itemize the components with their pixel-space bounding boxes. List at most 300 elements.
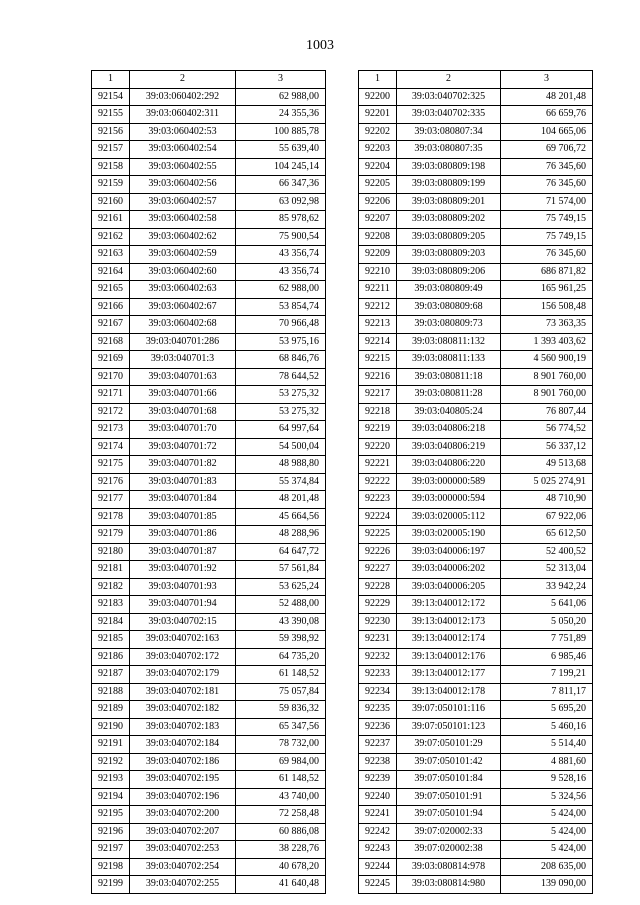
table-row [92, 281, 326, 299]
table-row [92, 106, 326, 124]
value-cell: 61 148,52 [236, 771, 326, 789]
value-cell: 56 337,12 [501, 438, 593, 456]
table-row [92, 351, 326, 369]
cadastral-number-cell: 39:03:040701:3 [130, 351, 236, 369]
table-row [92, 333, 326, 351]
row-number-cell: 92154 [92, 88, 130, 106]
table-row [92, 613, 326, 631]
row-number-cell: 92244 [359, 858, 397, 876]
value-cell: 53 275,32 [236, 386, 326, 404]
cadastral-number-cell: 39:03:040701:93 [130, 578, 236, 596]
row-number-cell: 92242 [359, 823, 397, 841]
value-cell: 45 664,56 [236, 508, 326, 526]
cadastral-number-cell: 39:03:080809:198 [397, 158, 501, 176]
table-row [359, 158, 593, 176]
table-row [92, 473, 326, 491]
table-row [359, 141, 593, 159]
value-cell: 53 854,74 [236, 298, 326, 316]
cadastral-number-cell: 39:13:040012:172 [397, 596, 501, 614]
value-cell: 5 641,06 [501, 596, 593, 614]
value-cell: 73 363,35 [501, 316, 593, 334]
cadastral-number-cell: 39:03:060402:58 [130, 211, 236, 229]
table-row [92, 246, 326, 264]
table-row [92, 211, 326, 229]
cadastral-number-cell: 39:03:060402:292 [130, 88, 236, 106]
table-row [359, 578, 593, 596]
cadastral-number-cell: 39:03:040701:83 [130, 473, 236, 491]
row-number-cell: 92208 [359, 228, 397, 246]
table-row [359, 123, 593, 141]
cadastral-number-cell: 39:03:060402:54 [130, 141, 236, 159]
table-row [359, 193, 593, 211]
value-cell: 78 644,52 [236, 368, 326, 386]
table-row [92, 298, 326, 316]
row-number-cell: 92204 [359, 158, 397, 176]
row-number-cell: 92196 [92, 823, 130, 841]
row-number-cell: 92157 [92, 141, 130, 159]
row-number-cell: 92215 [359, 351, 397, 369]
value-cell: 60 886,08 [236, 823, 326, 841]
table-row [92, 596, 326, 614]
value-cell: 75 900,54 [236, 228, 326, 246]
row-number-cell: 92173 [92, 421, 130, 439]
table-row [359, 421, 593, 439]
row-number-cell: 92218 [359, 403, 397, 421]
row-number-cell: 92162 [92, 228, 130, 246]
value-cell: 52 488,00 [236, 596, 326, 614]
table-row [92, 228, 326, 246]
row-number-cell: 92158 [92, 158, 130, 176]
row-number-cell: 92228 [359, 578, 397, 596]
row-number-cell: 92207 [359, 211, 397, 229]
row-number-cell: 92234 [359, 683, 397, 701]
value-cell: 55 639,40 [236, 141, 326, 159]
row-number-cell: 92192 [92, 753, 130, 771]
table-row [359, 456, 593, 474]
cadastral-number-cell: 39:03:040702:200 [130, 806, 236, 824]
value-cell: 4 560 900,19 [501, 351, 593, 369]
table-row [359, 526, 593, 544]
value-cell: 69 984,00 [236, 753, 326, 771]
row-number-cell: 92189 [92, 701, 130, 719]
row-number-cell: 92220 [359, 438, 397, 456]
table-row [92, 823, 326, 841]
cadastral-number-cell: 39:03:040702:183 [130, 718, 236, 736]
table-row [359, 508, 593, 526]
row-number-cell: 92199 [92, 876, 130, 894]
value-cell: 139 090,00 [501, 876, 593, 894]
value-cell: 43 390,08 [236, 613, 326, 631]
table-row [359, 701, 593, 719]
row-number-cell: 92227 [359, 561, 397, 579]
cadastral-number-cell: 39:03:040701:82 [130, 456, 236, 474]
row-number-cell: 92165 [92, 281, 130, 299]
cadastral-number-cell: 39:03:020005:112 [397, 508, 501, 526]
table-row [92, 666, 326, 684]
value-cell: 54 500,04 [236, 438, 326, 456]
value-cell: 48 288,96 [236, 526, 326, 544]
table-row [92, 718, 326, 736]
table-row [359, 228, 593, 246]
column-header-number: 1 [92, 71, 130, 89]
table-row [92, 456, 326, 474]
row-number-cell: 92172 [92, 403, 130, 421]
table-row [92, 141, 326, 159]
value-cell: 64 997,64 [236, 421, 326, 439]
cadastral-number-cell: 39:03:040701:87 [130, 543, 236, 561]
value-cell: 9 528,16 [501, 771, 593, 789]
table-row [359, 263, 593, 281]
row-number-cell: 92241 [359, 806, 397, 824]
value-cell: 76 807,44 [501, 403, 593, 421]
row-number-cell: 92194 [92, 788, 130, 806]
row-number-cell: 92169 [92, 351, 130, 369]
cadastral-number-cell: 39:03:040701:84 [130, 491, 236, 509]
table-row [359, 543, 593, 561]
cadastral-number-cell: 39:03:040006:202 [397, 561, 501, 579]
value-cell: 5 460,16 [501, 718, 593, 736]
cadastral-number-cell: 39:03:060402:68 [130, 316, 236, 334]
value-cell: 70 966,48 [236, 316, 326, 334]
value-cell: 7 751,89 [501, 631, 593, 649]
cadastral-number-cell: 39:03:080809:68 [397, 298, 501, 316]
row-number-cell: 92243 [359, 841, 397, 859]
table-row [359, 106, 593, 124]
table-row [359, 631, 593, 649]
row-number-cell: 92201 [359, 106, 397, 124]
value-cell: 104 665,06 [501, 123, 593, 141]
value-cell: 100 885,78 [236, 123, 326, 141]
registry-table-left [91, 70, 326, 894]
cadastral-number-cell: 39:03:040701:92 [130, 561, 236, 579]
value-cell: 75 749,15 [501, 211, 593, 229]
row-number-cell: 92156 [92, 123, 130, 141]
cadastral-number-cell: 39:03:020005:190 [397, 526, 501, 544]
table-row [92, 421, 326, 439]
cadastral-number-cell: 39:03:000000:589 [397, 473, 501, 491]
value-cell: 5 514,40 [501, 736, 593, 754]
table-row [92, 788, 326, 806]
value-cell: 7 199,21 [501, 666, 593, 684]
table-row [92, 753, 326, 771]
cadastral-number-cell: 39:03:080811:18 [397, 368, 501, 386]
cadastral-number-cell: 39:03:060402:56 [130, 176, 236, 194]
cadastral-number-cell: 39:03:040702:325 [397, 88, 501, 106]
row-number-cell: 92190 [92, 718, 130, 736]
value-cell: 8 901 760,00 [501, 368, 593, 386]
cadastral-number-cell: 39:07:020002:38 [397, 841, 501, 859]
row-number-cell: 92213 [359, 316, 397, 334]
value-cell: 8 901 760,00 [501, 386, 593, 404]
cadastral-number-cell: 39:03:040702:207 [130, 823, 236, 841]
table-row [92, 683, 326, 701]
value-cell: 6 985,46 [501, 648, 593, 666]
row-number-cell: 92178 [92, 508, 130, 526]
row-number-cell: 92159 [92, 176, 130, 194]
row-number-cell: 92174 [92, 438, 130, 456]
row-number-cell: 92187 [92, 666, 130, 684]
row-number-cell: 92155 [92, 106, 130, 124]
value-cell: 75 057,84 [236, 683, 326, 701]
cadastral-number-cell: 39:03:040805:24 [397, 403, 501, 421]
cadastral-number-cell: 39:03:040701:286 [130, 333, 236, 351]
table-row [359, 596, 593, 614]
row-number-cell: 92177 [92, 491, 130, 509]
table-row [359, 88, 593, 106]
cadastral-number-cell: 39:03:040702:181 [130, 683, 236, 701]
table-row [92, 876, 326, 894]
cadastral-number-cell: 39:03:040702:184 [130, 736, 236, 754]
value-cell: 67 922,06 [501, 508, 593, 526]
row-number-cell: 92214 [359, 333, 397, 351]
cadastral-number-cell: 39:03:080809:201 [397, 193, 501, 211]
value-cell: 52 313,04 [501, 561, 593, 579]
value-cell: 33 942,24 [501, 578, 593, 596]
row-number-cell: 92161 [92, 211, 130, 229]
row-number-cell: 92185 [92, 631, 130, 649]
value-cell: 5 424,00 [501, 823, 593, 841]
cadastral-number-cell: 39:03:040702:179 [130, 666, 236, 684]
cadastral-number-cell: 39:03:040702:163 [130, 631, 236, 649]
table-row [92, 123, 326, 141]
cadastral-number-cell: 39:03:080809:199 [397, 176, 501, 194]
table-row [359, 666, 593, 684]
value-cell: 43 740,00 [236, 788, 326, 806]
value-cell: 43 356,74 [236, 263, 326, 281]
table-row [92, 648, 326, 666]
table-row [92, 736, 326, 754]
column-header-value: 3 [501, 71, 593, 89]
table-row [92, 806, 326, 824]
cadastral-number-cell: 39:03:040702:254 [130, 858, 236, 876]
table-row [92, 858, 326, 876]
cadastral-number-cell: 39:13:040012:177 [397, 666, 501, 684]
value-cell: 72 258,48 [236, 806, 326, 824]
table-row [359, 176, 593, 194]
row-number-cell: 92219 [359, 421, 397, 439]
table-row [92, 403, 326, 421]
row-number-cell: 92188 [92, 683, 130, 701]
cadastral-number-cell: 39:03:080811:133 [397, 351, 501, 369]
value-cell: 76 345,60 [501, 176, 593, 194]
value-cell: 52 400,52 [501, 543, 593, 561]
cadastral-number-cell: 39:03:040702:253 [130, 841, 236, 859]
table-row [92, 88, 326, 106]
value-cell: 53 975,16 [236, 333, 326, 351]
value-cell: 62 988,00 [236, 88, 326, 106]
row-number-cell: 92231 [359, 631, 397, 649]
cadastral-number-cell: 39:07:050101:116 [397, 701, 501, 719]
value-cell: 38 228,76 [236, 841, 326, 859]
cadastral-number-cell: 39:03:040701:85 [130, 508, 236, 526]
row-number-cell: 92180 [92, 543, 130, 561]
table-row [92, 491, 326, 509]
table-row [359, 561, 593, 579]
value-cell: 53 275,32 [236, 403, 326, 421]
table-header-row [359, 71, 593, 89]
row-number-cell: 92235 [359, 701, 397, 719]
value-cell: 49 513,68 [501, 456, 593, 474]
table-row [359, 736, 593, 754]
cadastral-number-cell: 39:07:050101:91 [397, 788, 501, 806]
value-cell: 64 735,20 [236, 648, 326, 666]
cadastral-number-cell: 39:03:060402:63 [130, 281, 236, 299]
row-number-cell: 92212 [359, 298, 397, 316]
value-cell: 43 356,74 [236, 246, 326, 264]
value-cell: 5 424,00 [501, 806, 593, 824]
table-row [92, 316, 326, 334]
table-row [92, 386, 326, 404]
row-number-cell: 92179 [92, 526, 130, 544]
row-number-cell: 92239 [359, 771, 397, 789]
table-row [92, 368, 326, 386]
value-cell: 686 871,82 [501, 263, 593, 281]
table-row [92, 841, 326, 859]
row-number-cell: 92182 [92, 578, 130, 596]
value-cell: 76 345,60 [501, 246, 593, 264]
row-number-cell: 92203 [359, 141, 397, 159]
row-number-cell: 92191 [92, 736, 130, 754]
cadastral-number-cell: 39:07:020002:33 [397, 823, 501, 841]
value-cell: 57 561,84 [236, 561, 326, 579]
table-row [92, 158, 326, 176]
column-header-cadastral-number: 2 [130, 71, 236, 89]
table-row [359, 403, 593, 421]
cadastral-number-cell: 39:03:060402:67 [130, 298, 236, 316]
row-number-cell: 92223 [359, 491, 397, 509]
value-cell: 5 695,20 [501, 701, 593, 719]
cadastral-number-cell: 39:03:040701:68 [130, 403, 236, 421]
value-cell: 7 811,17 [501, 683, 593, 701]
cadastral-number-cell: 39:03:060402:53 [130, 123, 236, 141]
table-row [92, 543, 326, 561]
value-cell: 5 025 274,91 [501, 473, 593, 491]
cadastral-number-cell: 39:07:050101:123 [397, 718, 501, 736]
row-number-cell: 92206 [359, 193, 397, 211]
row-number-cell: 92198 [92, 858, 130, 876]
column-header-cadastral-number: 2 [397, 71, 501, 89]
cadastral-number-cell: 39:03:080807:35 [397, 141, 501, 159]
table-row [359, 438, 593, 456]
value-cell: 104 245,14 [236, 158, 326, 176]
table-row [359, 858, 593, 876]
cadastral-number-cell: 39:03:060402:60 [130, 263, 236, 281]
cadastral-number-cell: 39:07:050101:94 [397, 806, 501, 824]
table-row [359, 806, 593, 824]
cadastral-number-cell: 39:03:060402:55 [130, 158, 236, 176]
value-cell: 208 635,00 [501, 858, 593, 876]
cadastral-number-cell: 39:03:040702:15 [130, 613, 236, 631]
row-number-cell: 92163 [92, 246, 130, 264]
cadastral-number-cell: 39:03:040702:196 [130, 788, 236, 806]
table-row [359, 333, 593, 351]
value-cell: 5 424,00 [501, 841, 593, 859]
row-number-cell: 92229 [359, 596, 397, 614]
cadastral-number-cell: 39:03:080809:205 [397, 228, 501, 246]
value-cell: 48 201,48 [501, 88, 593, 106]
column-header-value: 3 [236, 71, 326, 89]
cadastral-number-cell: 39:03:040701:86 [130, 526, 236, 544]
row-number-cell: 92209 [359, 246, 397, 264]
cadastral-number-cell: 39:07:050101:42 [397, 753, 501, 771]
table-row [92, 771, 326, 789]
value-cell: 62 988,00 [236, 281, 326, 299]
table-row [92, 176, 326, 194]
row-number-cell: 92233 [359, 666, 397, 684]
table-row [92, 701, 326, 719]
cadastral-number-cell: 39:13:040012:178 [397, 683, 501, 701]
cadastral-number-cell: 39:03:080811:28 [397, 386, 501, 404]
cadastral-number-cell: 39:03:080814:978 [397, 858, 501, 876]
table-row [359, 246, 593, 264]
row-number-cell: 92183 [92, 596, 130, 614]
cadastral-number-cell: 39:13:040012:176 [397, 648, 501, 666]
value-cell: 66 659,76 [501, 106, 593, 124]
cadastral-number-cell: 39:03:040806:220 [397, 456, 501, 474]
value-cell: 24 355,36 [236, 106, 326, 124]
value-cell: 75 749,15 [501, 228, 593, 246]
value-cell: 59 398,92 [236, 631, 326, 649]
table-row [359, 281, 593, 299]
cadastral-number-cell: 39:03:000000:594 [397, 491, 501, 509]
value-cell: 48 710,90 [501, 491, 593, 509]
table-row [359, 876, 593, 894]
value-cell: 55 374,84 [236, 473, 326, 491]
cadastral-number-cell: 39:03:040702:186 [130, 753, 236, 771]
row-number-cell: 92237 [359, 736, 397, 754]
table-row [359, 298, 593, 316]
cadastral-number-cell: 39:03:040701:70 [130, 421, 236, 439]
cadastral-number-cell: 39:13:040012:174 [397, 631, 501, 649]
row-number-cell: 92221 [359, 456, 397, 474]
row-number-cell: 92202 [359, 123, 397, 141]
value-cell: 66 347,36 [236, 176, 326, 194]
cadastral-number-cell: 39:03:080809:202 [397, 211, 501, 229]
row-number-cell: 92170 [92, 368, 130, 386]
cadastral-number-cell: 39:03:040701:63 [130, 368, 236, 386]
row-number-cell: 92160 [92, 193, 130, 211]
cadastral-number-cell: 39:03:040702:182 [130, 701, 236, 719]
row-number-cell: 92184 [92, 613, 130, 631]
cadastral-number-cell: 39:07:050101:84 [397, 771, 501, 789]
table-row [359, 473, 593, 491]
table-row [359, 648, 593, 666]
value-cell: 53 625,24 [236, 578, 326, 596]
table-row [359, 753, 593, 771]
cadastral-number-cell: 39:03:060402:311 [130, 106, 236, 124]
row-number-cell: 92211 [359, 281, 397, 299]
registry-table-right [358, 70, 593, 894]
row-number-cell: 92186 [92, 648, 130, 666]
value-cell: 65 347,56 [236, 718, 326, 736]
cadastral-number-cell: 39:03:040702:335 [397, 106, 501, 124]
cadastral-number-cell: 39:03:040806:219 [397, 438, 501, 456]
row-number-cell: 92240 [359, 788, 397, 806]
row-number-cell: 92210 [359, 263, 397, 281]
row-number-cell: 92175 [92, 456, 130, 474]
value-cell: 76 345,60 [501, 158, 593, 176]
value-cell: 68 846,76 [236, 351, 326, 369]
page-number: 1003 [306, 38, 334, 53]
cadastral-number-cell: 39:03:080814:980 [397, 876, 501, 894]
table-row [359, 613, 593, 631]
value-cell: 156 508,48 [501, 298, 593, 316]
row-number-cell: 92164 [92, 263, 130, 281]
row-number-cell: 92197 [92, 841, 130, 859]
table-row [92, 438, 326, 456]
value-cell: 56 774,52 [501, 421, 593, 439]
value-cell: 78 732,00 [236, 736, 326, 754]
